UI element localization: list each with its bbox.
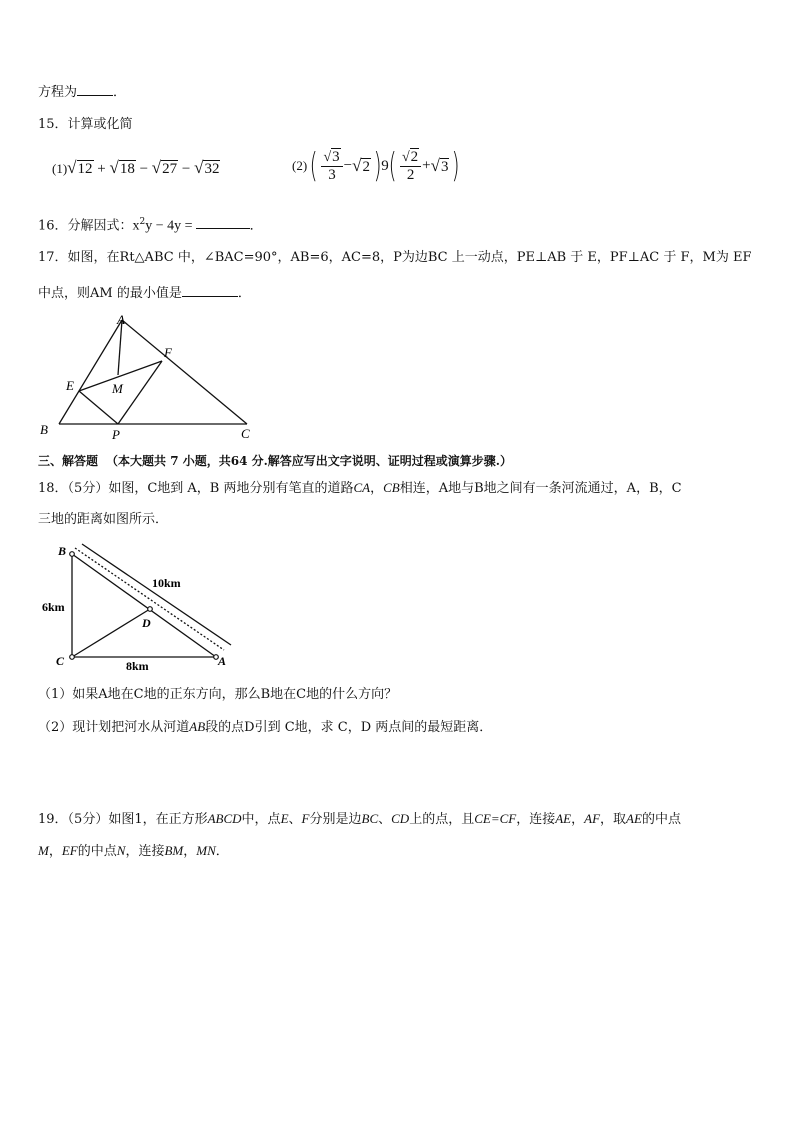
answer-blank[interactable]	[77, 82, 113, 96]
q14-tail: 方程为 ．	[38, 82, 126, 102]
label-8km: 8km	[126, 659, 149, 673]
answer-blank[interactable]	[196, 215, 250, 229]
q16: 16．分解因式：$x^2y - 4y$ = ．	[38, 217, 263, 234]
label-6km: 6km	[42, 600, 65, 614]
side-ab	[59, 320, 122, 424]
label-e: E	[66, 378, 74, 393]
river-bank-upper	[82, 544, 231, 645]
q15-header: 15．计算或化简	[38, 117, 133, 132]
frac-sqrt3-over-3: $\frac{√3}{3}$	[321, 149, 342, 184]
label-c: C	[56, 654, 65, 668]
label-a: A	[218, 654, 227, 668]
label-d: D	[142, 616, 151, 630]
q17-line1: 17．如图，在Rt△ABC 中，∠BAC=90°，AB=6，AC=8，P为边BC 上一动点，PE⊥AB 于 E，PF⊥AC 于 F，M为 EF	[38, 250, 752, 265]
q18-line1: 18．（5分）如图，C地到 A，B 两地分别有笔直的道路CA，CB相连，A地与B地之间有一条河流通过，A，B，C	[38, 480, 682, 496]
river-water	[75, 548, 224, 650]
sqrt-32: √32	[194, 158, 220, 177]
label-10km: 10km	[152, 576, 181, 590]
q19-line1: 19．（5分）如图1，在正方形ABCD中，点E、F分别是边BC、CD上的点，且CE=CF，连接AE，AF，取AE的中点	[38, 811, 681, 827]
q15-part2: (2)( $\frac{√3}{3}$ −√2 )9( $\frac{√2}{2}$ +√3 )	[292, 146, 461, 186]
q17-line2: 中点，则AM 的最小值是 ．	[38, 283, 251, 303]
q17-triangle-figure	[38, 310, 268, 445]
answer-blank[interactable]	[182, 283, 238, 297]
label-b: B	[40, 422, 48, 437]
sqrt-27: √27	[151, 158, 178, 177]
segment-am	[118, 320, 122, 375]
q18-sub1: （1）如果A地在C地的正东方向，那么B地在C地的什么方向？	[38, 687, 398, 702]
label-c: C	[241, 426, 250, 441]
q18-river-figure	[38, 540, 238, 675]
label-p: P	[112, 427, 120, 442]
river-ab	[72, 554, 216, 657]
section3-header: 三、解答题 （本大题共 7 小题，共64 分.解答应写出文字说明、证明过程或演算步骤.）	[38, 454, 512, 468]
segment-pf	[118, 361, 162, 424]
q19-line2: M，EF的中点N，连接BM，MN．	[38, 843, 229, 859]
frac-sqrt2-over-2: $\frac{√2}{2}$	[400, 149, 421, 184]
segment-cd	[72, 609, 150, 657]
q18-sub2: （2）现计划把河水从河道AB段的点D引到 C地，求 C，D 两点间的最短距离．	[38, 719, 493, 735]
sqrt-18: √18	[109, 158, 135, 177]
q18-line2: 三地的距离如图所示．	[38, 512, 169, 527]
q15-part1: (1)√12 + √18 − √27 − √32	[52, 158, 220, 177]
sqrt-12: √12	[67, 158, 93, 177]
label-b: B	[58, 544, 67, 558]
label-m: M	[112, 381, 123, 396]
label-a: A	[117, 312, 125, 327]
side-ac	[122, 320, 247, 424]
label-f: F	[164, 345, 172, 360]
